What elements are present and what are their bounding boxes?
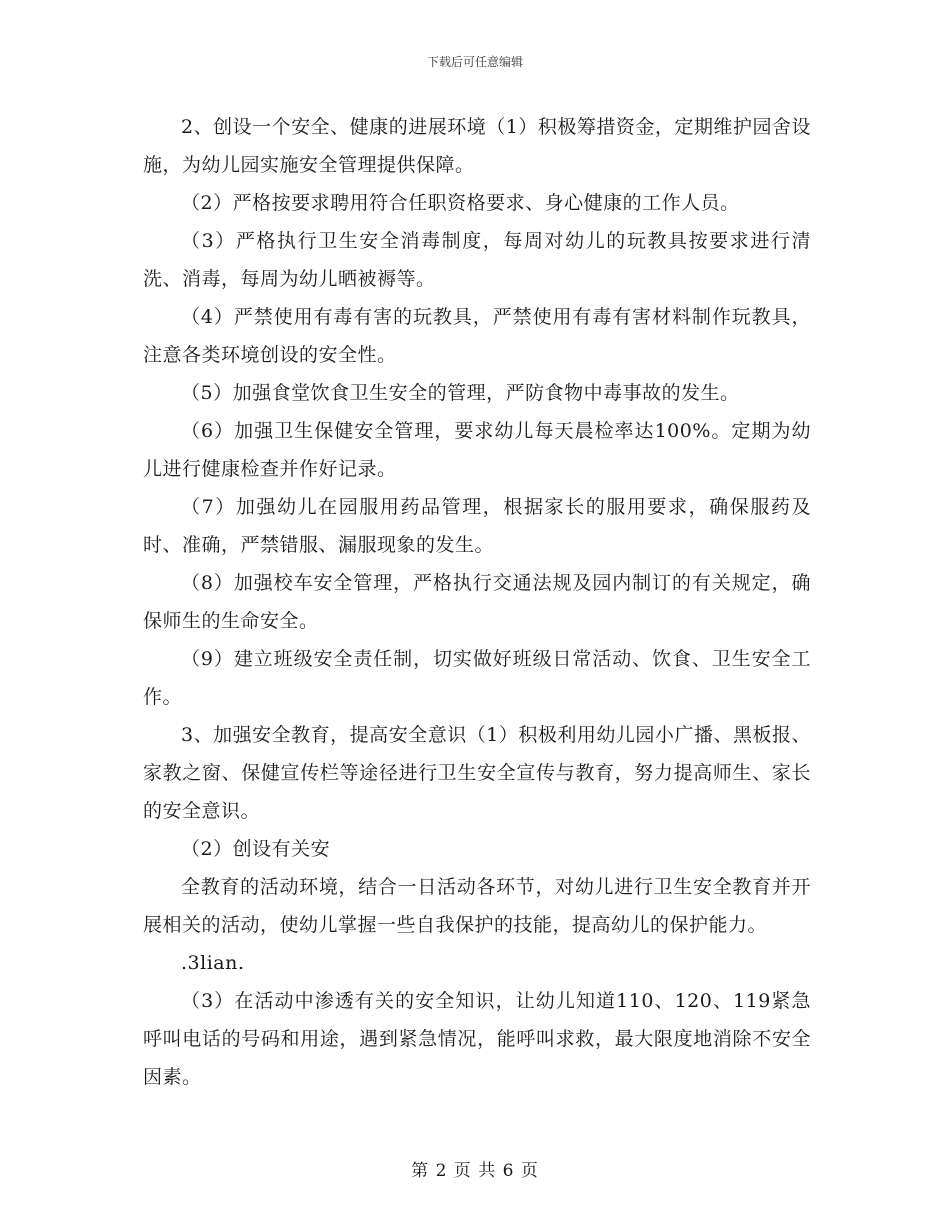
paragraph: 3、加强安全教育，提高安全意识（1）积极利用幼儿园小广播、黑板报、家教之窗、保健宣传栏等途径进行卫生安全宣传与教育，努力提高师生、家长的安全意识。 <box>143 724 811 822</box>
paragraph: （8）加强校车安全管理，严格执行交通法规及园内制订的有关规定，确保师生的生命安全。 <box>143 572 811 632</box>
page-header: 下载后可任意编辑 <box>426 55 523 69</box>
paragraph: （7）加强幼儿在园服用药品管理，根据家长的服用要求，确保服药及时、准确，严禁错服、漏服现象的发生。 <box>143 496 811 556</box>
paragraph: 2、创设一个安全、健康的进展环境（1）积极筹措资金，定期维护园舍设施，为幼儿园实施安全管理提供保障。 <box>143 116 811 176</box>
paragraph: （2）严格按要求聘用符合任职资格要求、身心健康的工作人员。 <box>181 192 740 214</box>
paragraph: （6）加强卫生保健安全管理，要求幼儿每天晨检率达100%。定期为幼儿进行健康检查并作好记录。 <box>143 420 811 480</box>
paragraph: （4）严禁使用有毒有害的玩教具，严禁使用有毒有害材料制作玩教具，注意各类环境创设的安全性。 <box>143 306 811 366</box>
paragraph: （5）加强食堂饮食卫生安全的管理，严防食物中毒事故的发生。 <box>181 382 740 404</box>
paragraph: （3）在活动中渗透有关的安全知识，让幼儿知道110、120、119紧急呼叫电话的号码和用途，遇到紧急情况，能呼叫求救，最大限度地消除不安全因素。 <box>143 990 811 1088</box>
paragraph: （3）严格执行卫生安全消毒制度，每周对幼儿的玩教具按要求进行清洗、消毒，每周为幼儿晒被褥等。 <box>143 230 811 290</box>
paragraph: （9）建立班级安全责任制，切实做好班级日常活动、饮食、卫生安全工作。 <box>143 648 811 708</box>
document-body <box>143 108 811 1096</box>
paragraph: .3lian. <box>181 952 245 974</box>
paragraph: 全教育的活动环境，结合一日活动各环节，对幼儿进行卫生安全教育并开展相关的活动，使幼儿掌握一些自我保护的技能，提高幼儿的保护能力。 <box>143 876 811 936</box>
page-footer: 第 2 页 共 6 页 <box>411 1161 539 1181</box>
paragraph: （2）创设有关安 <box>181 838 331 860</box>
